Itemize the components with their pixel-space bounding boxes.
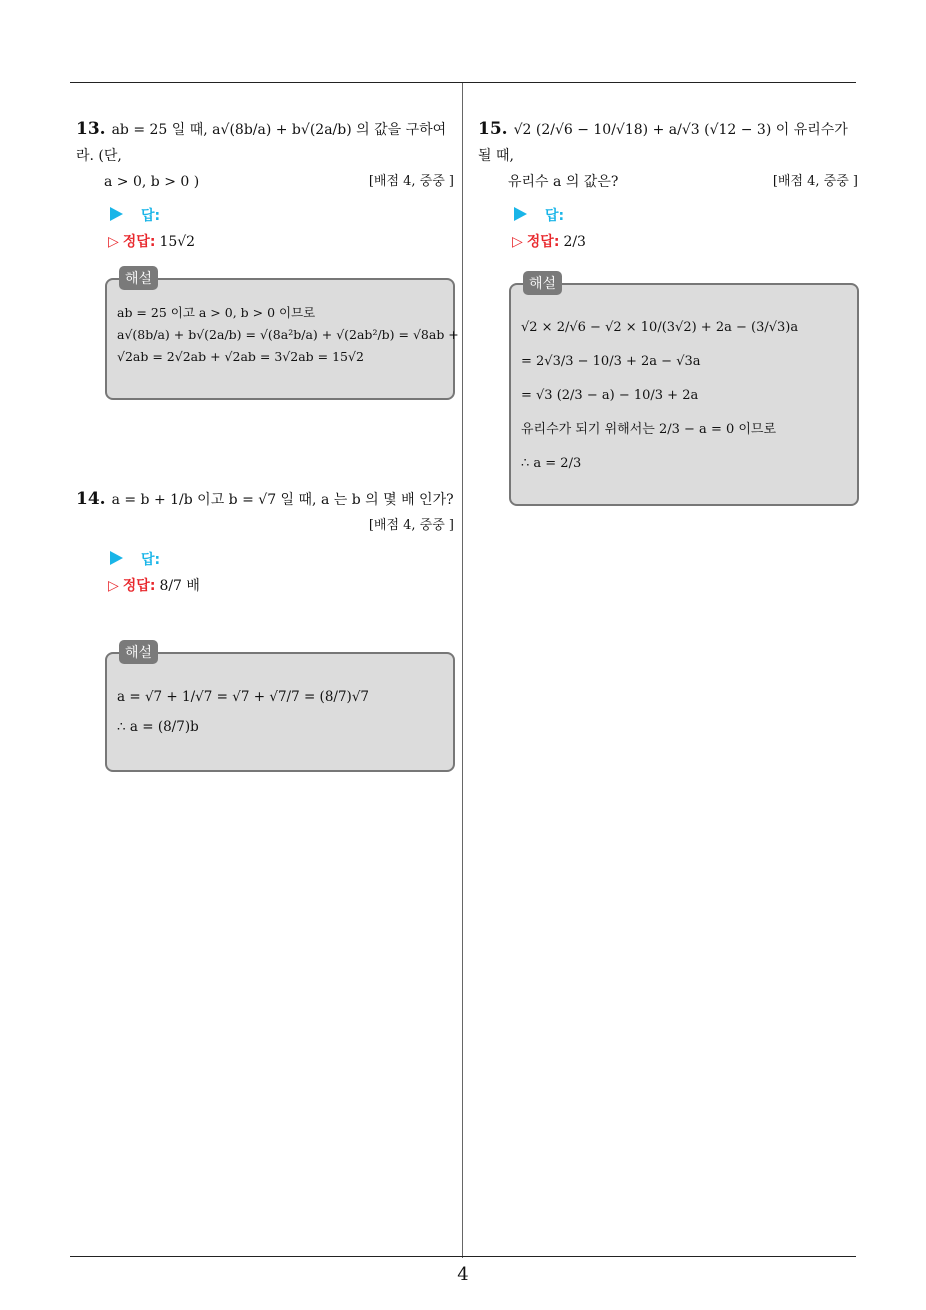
correct-value: 15√2 [159,234,196,250]
answer-block [76,203,454,255]
correct-label: 정답: [122,234,156,250]
answer-row [508,203,858,229]
question-13 [76,116,454,255]
correct-row [104,229,454,255]
question-meta: [배점 4, 중중 ] [772,174,858,189]
solution-body [107,654,453,750]
question-line-1: ab = 25 일 때, a√(8b/a) + b√(2a/b) 의 값을 구하여라. (단, [76,122,447,164]
answer-row [104,547,454,573]
solution-box-14 [105,645,455,772]
solution-line: = √3 (2/3 − a) − 10/3 + 2a [521,388,699,403]
question-number: 13. [76,119,106,139]
question-line-1: √2 (2/√6 − 10/√18) + a/√3 (√12 − 3) 이 유리수가 될 때, [478,122,848,164]
solution-line: √2ab = 2√2ab + √2ab = 3√2ab = 15√2 [117,349,364,364]
correct-row [104,573,454,599]
outline-triangle-icon: ▷ [108,234,119,250]
question-line-1: a = b + 1/b 이고 b = √7 일 때, a 는 b 의 몇 배 인가? [111,492,454,508]
triangle-icon [110,551,123,565]
page-number: 4 [457,1264,469,1285]
solution-line: ∴ a = 2/3 [521,456,582,471]
outline-triangle-icon: ▷ [108,578,119,594]
solution-line: √2 × 2/√6 − √2 × 10/(3√2) + 2a − (3/√3)a [521,320,799,335]
solution-line: a = √7 + 1/√7 = √7 + √7/7 = (8/7)√7 [117,689,370,705]
answer-block [478,203,858,255]
solution-line: 유리수가 되기 위해서는 2/3 − a = 0 이므로 [521,422,777,437]
solution-line: = 2√3/3 − 10/3 + 2a − √3a [521,354,701,369]
question-15-text [478,116,858,169]
solution-tag: 해설 [523,271,562,295]
solution-line: ∴ a = (8/7)b [117,719,199,735]
answer-label: 답: [141,552,161,568]
question-line-2: a > 0, b > 0 ) [104,174,200,190]
solution-tag: 해설 [119,266,158,290]
triangle-icon [110,207,123,221]
solution-box-15 [509,276,859,506]
solution-line: ab = 25 이고 a > 0, b > 0 이므로 [117,305,316,320]
solution-body [511,285,857,489]
correct-row [508,229,858,255]
answer-block [76,547,454,599]
question-number: 15. [478,119,508,139]
solution-line: a√(8b/a) + b√(2a/b) = √(8a²b/a) + √(2ab²/b) = √8ab + [117,327,459,342]
question-meta: [배점 4, 중중 ] [368,174,454,189]
outline-triangle-icon: ▷ [512,234,523,250]
answer-label: 답: [141,208,161,224]
correct-value: 2/3 [563,234,586,250]
answer-label: 답: [545,208,565,224]
correct-label: 정답: [526,234,560,250]
correct-value: 8/7 배 [159,578,200,594]
question-15 [478,116,858,255]
column-divider [462,83,463,1258]
question-13-line2 [76,169,454,195]
question-14-text [76,486,454,513]
solution-body [107,280,459,376]
question-line-2: 유리수 a 의 값은? [508,174,619,190]
question-13-text [76,116,454,169]
answer-row [104,203,454,229]
solution-tag: 해설 [119,640,158,664]
question-14 [76,486,454,599]
question-meta: [배점 4, 중중 ] [368,518,454,533]
question-15-line2 [478,169,858,195]
bottom-rule [70,1256,856,1257]
question-number: 14. [76,489,106,509]
correct-label: 정답: [122,578,156,594]
solution-box-13 [105,271,459,400]
triangle-icon [514,207,527,221]
top-rule [70,82,856,83]
